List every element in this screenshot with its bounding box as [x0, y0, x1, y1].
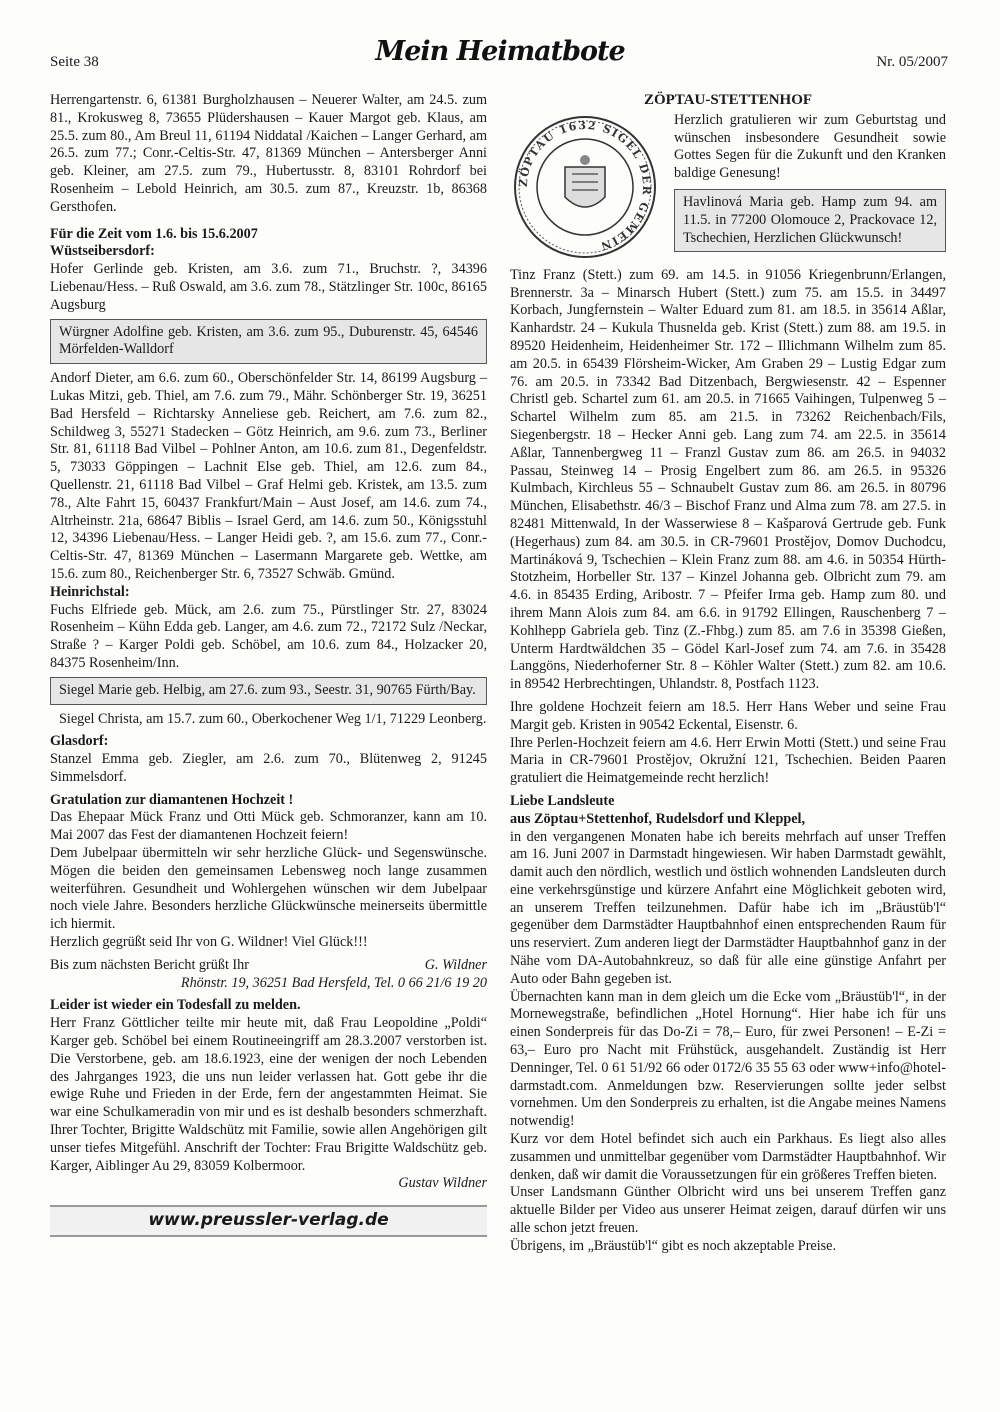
seal-inscription: ZÖPTAU 1632 SIGEL DER GEMEIN [516, 118, 654, 253]
obituary-signature: Gustav Wildner [398, 1175, 487, 1192]
birthday-entries: Tinz Franz (Stett.) zum 69. am 14.5. in 91056 Kriegenbrunn/Erlangen, Brennerstr. 3a – Minarsch Hubert (Stett.) zum 75. am 15.5. in 34497 Korbach, Jungfernstein – Walter Eduard zum 81. am 18.5. in 35614 Aßlar, Kanhardstr. 24 – Kukula Thusnelda geb. Krist (Stett.) zum 88. am 19.5. in 89520 Heidenheim, Heidenheimer Str. 172 – Illichmann Wilhelm zum 85. am 20.5. in 65439 Flörsheim-Wicker, Am Graben 29 – Lustig Edgar zum 76. am 20.5. in 73342 Bad Ditzenbach, Bergwiesenstr. 42 – Espenner Christl geb. Schartel zum 61. am 20.5. in 71665 Vaihingen, Tulpenweg 5 – Schartel Wilhelm zum 85. am 21.5. in 73262 Reichenbach/Fils, Siegenbergstr. 18 – Hecker Anni geb. Lang zum 74. am 22.5. in 35614 Aßlar, Tannenbergweg 11 – Franzl Gustav zum 86. am 26.5. in 94032 Passau, Steinweg 14 – Prosig Engelbert zum 86. am 26.5. in 95326 Kulmbach, Kirchleus 55 – Schnaubelt Gustav zum 86. am 26.5. in 80796 München, Elisabethstr. 46/3 – Bischof Franz und Alma zum 78. am 27.5. in 82481 Mittenwald, In der Wasserwiese 8 – Kašparová Gertrude geb. Funk (Hegerhaus) zum 84. am 30.5. in CR-79601 Prostějov, Domov Duchodcu, Martináková 9, Tschechien – Klein Franz zum 88. am 4.6. in 50354 Hürth-Stotzheim, Horbeller Str. 137 – Kinzel Johanna geb. Olbricht zum 79. am 4.6. in 85435 Erding, Aribostr. 7 – Pfeifer Irma geb. Hamp zum 80. und ihrem Mann Alois zum 84. am 6.6. in 91792 Ellingen, Rauschenberg 7 – Kohlhepp Gabriela geb. Tinz (Z.-Fhbg.) zum 85. am 7.6 in 35398 Gießen, Unterm Hardtwäldchen 35 – Gödel Karl-Josef zum 74. am 7.6. in 35428 Langgöns, Niederhoferner Str. 8 – Köhler Walter (Stett.) zum 82. am 10.6. in 89542 Herbrechtingen, Uhlandstr. 8, Postfach 1123. [510, 266, 946, 693]
section-heading-wuestseibersdorf: Wüstseibersdorf: [50, 243, 155, 260]
wedding-heading: Gratulation zur diamantenen Hochzeit ! [50, 791, 294, 808]
obituary-text: Herr Franz Göttlicher teilte mir heute mit, daß Frau Leopoldine „Poldi“ Karger geb. Schöbel bei einem Routineeingriff am 28.3.2007 verstorben ist. Die Verstorbene, geb. am 18.6.1923, eine der wenigen der noch Lebenden des Jahrganges 1923, die uns nun leider verlassen hat. Gott gebe ihr die ewige Ruhe und Frieden in der Erde, fern der angestammten Heimat. Sie war eine Schulkameradin von mir und es ist deshalb besonders schmerzhaft. Ihrer Tochter, Brigitte Waldschütz mit Familie, sowie allen Angehörigen gilt unser tiefes Mitgefühl. Anschrift der Tochter: Frau Brigitte Waldschütz geb. Karger, Aiblinger Au 29, 83059 Kolbermoor. [50, 1015, 487, 1174]
birthday-entries: Hofer Gerlinde geb. Kristen, am 3.6. zum 71., Bruchstr. ?, 34396 Liebenau/Hess. – Ruß Oswald, am 3.6. zum 78., Stätzlinger Str. 100c, 86165 Augsburg [50, 261, 487, 313]
page-number: Seite 38 [50, 54, 99, 70]
section-title-zoeptau: ZÖPTAU-STETTENHOF [643, 92, 813, 108]
letter-paragraph: Übrigens, im „Bräustüb'l“ gibt es noch akzeptable Preise. [510, 1237, 837, 1254]
golden-wedding-text: Ihre goldene Hochzeit feiern am 18.5. Herr Hans Weber und seine Frau Margit geb. Kristen in 90542 Eckental, Eisenstr. 6. [510, 698, 946, 733]
signature-address: Rhönstr. 19, 36251 Bad Hersfeld, Tel. 0 66 21/6 19 20 [180, 974, 487, 991]
letter-paragraph: in den vergangenen Monaten habe ich bereits mehrfach auf unser Treffen am 16. Juni 2007 in Darmstadt hingewiesen. Wir haben Darmstadt gewählt, damit auch den nördlich, westlich und östlich wohnenden Landsleuten durch eine verkehrsgünstige und kürzere Anfahrt eine Möglichkeit geboten wird, an unserem Treffen teilzunehmen. Dafür habe ich im „Bräustüb'l“ gegenüber dem Darmstädter Hauptbahnhof einen entsprechenden Raum für uns reserviert. Zum anderen liegt der Darmstädter Hauptbahnhof ganz in der Nähe vom DA-Autobahnkreuz, so daß für alle eine günstige Anfahrt per Auto oder Bahn gegeben ist. [510, 828, 946, 987]
birthday-entries: Andorf Dieter, am 6.6. zum 60., Oberschönfelder Str. 14, 86199 Augsburg – Lukas Mitzi, geb. Thiel, am 7.6. zum 79., Mähr. Schönberger Str. 19, 36251 Bad Hersfeld – Richtarsky Anneliese geb. Reichert, am 7.6. zum 82., Schildweg 3, 55271 Stadecken – Götz Heinrich, am 9.6. zum 73., Berliner Str. 81, 61118 Bad Vilbel – Pohlner Anton, am 10.6. zum 81., Degenfeldstr. 5, 73033 Göppingen – Lachnit Else geb. Thiel, am 12.6. zum 84., Quellenstr. 21, 61118 Bad Vilbel – Graf Helmi geb. Kristek, am 13.5. zum 78., Alte Fahrt 15, 60437 Frankfurt/Main – Aust Josef, am 14.6. zum 74., Altrheinstr. 21a, 68647 Biblis – Israel Gerd, am 14.6. zum 50., Königsstuhl 12, 34396 Liebenau/Hess. – Langer Heidi geb. ?, am 15.6. zum 77., Conr.-Celtis-Str. 47, 81369 München – Lasermann Margarete geb. Wettke, am 15.6. zum 80., Reichenberger Str. 6, 73527 Schwäb. Gmünd. [50, 370, 487, 582]
highlight-box [50, 677, 487, 705]
wedding-wishes: Dem Jubelpaar übermitteln wir sehr herzliche Glück- und Segenswünsche. Mögen die beiden den gemeinsamen Lebensweg noch lange zusammen weiterführen. Gesundheit und Wohlergehen wünschen wir dem Jubelpaar noch viele Jahre. Besonders herzliche Glückwünsche meinerseits übermittle ich hiermit. [50, 845, 487, 933]
letter-salutation: Liebe Landsleute [510, 792, 615, 809]
municipal-seal-icon [510, 112, 660, 262]
highlight-box-text: Siegel Marie geb. Helbig, am 27.6. zum 93., Seestr. 31, 90765 Fürth/Bay. [59, 681, 476, 698]
publisher-website-link[interactable]: www.preussler-verlag.de [50, 1205, 487, 1237]
birthday-entries: Fuchs Elfriede geb. Mück, am 2.6. zum 75., Pürstlinger Str. 27, 83024 Rosenheim – Kühn Edda geb. Langer, am 4.6. zum 72., 72172 Sulz /Neckar, Straße ? – Karger Poldi geb. Schöbel, am 10.6. zum 84., Holzacker 20, 84375 Rosenheim/Inn. [50, 601, 487, 671]
birthday-entries: Stanzel Emma geb. Ziegler, am 2.6. zum 70., Blütenweg 2, 91245 Simmelsdorf. [50, 751, 487, 785]
letter-salutation-sub: aus Zöptau+Stettenhof, Rudelsdorf und Kleppel, [510, 810, 806, 827]
letter-paragraph: Unser Landsmann Günther Olbricht wird uns bei unserem Treffen ganz aktuelle Bilder per Video aus unserer Heimat zeigen, darauf dürfen wir uns alle schon jetzt freuen. [510, 1184, 946, 1237]
highlight-box-text: Havlinová Maria geb. Hamp zum 94. am 11.5. in 77200 Olomouce 2, Prackovace 12, Tschechien, Herzlichen Glückwunsch! [683, 193, 937, 246]
left-column [50, 92, 487, 1237]
signature-name: G. Wildner [424, 956, 487, 973]
seal-side-text [660, 112, 946, 262]
pearl-wedding-text: Ihre Perlen-Hochzeit feiern am 4.6. Herr Erwin Motti (Stett.) und seine Frau Maria in CR-79601 Prostějov, Okružní 121, Tschechien. Beiden Paaren gratuliert die Heimatgemeinde recht herzlich! [510, 734, 946, 787]
issue-number: Nr. 05/2007 [876, 54, 948, 70]
letter-paragraph: Kurz vor dem Hotel befindet sich auch ein Parkhaus. Es liegt also alles zusammen und unmittelbar gegenüber vom Darmstädter Hauptbahnhof. Wir denken, daß wir damit die Voraussetzungen für ein größeres Treffen bieten. [510, 1131, 946, 1183]
birthday-entries: Siegel Christa, am 15.7. zum 60., Oberkochener Weg 1/1, 71229 Leonberg. [59, 710, 487, 727]
highlight-box [674, 189, 946, 252]
greeting-line: Herzlich gegrüßt seid Ihr von G. Wildner! Viel Glück!!! [50, 934, 368, 951]
letter-paragraph: Übernachten kann man in dem gleich um die Ecke vom „Bräustüb'l“, in der Mornewegstraße, befindlichen „Hotel Hornung“. Hier habe ich für uns einen Sonderpreis für das Do-Zi = 78,– Euro, für zwei Personen! – E-Zi = 63,– Euro pro Nacht mit Frühstück, ausgehandelt. Zuständig ist Herr Denninger, Tel. 0 61 51/92 66 oder 0172/6 35 55 63 oder www+info@hotel-darmstadt.com. Anmeldungen bzw. Reservierungen sollte jeder selbst vornehmen. Um den Sonderpreis zu erhalten, ist die Angabe meines Namens notwendig! [510, 988, 946, 1130]
highlight-box-text: Würgner Adolfine geb. Kristen, am 3.6. zum 95., Duburenstr. 45, 64546 Mörfelden-Walldorf [59, 323, 478, 358]
period-heading: Für die Zeit vom 1.6. bis 15.6.2007 [50, 225, 258, 242]
signature-intro: Bis zum nächsten Bericht grüßt Ihr [50, 956, 249, 973]
greeting-text: Herzlich gratulieren wir zum Geburtstag und wünschen insbesondere Gesundheit sowie Gottes Segen für die Zukunft und den Kranken baldige Genesung! [674, 111, 946, 182]
masthead-logo: Mein Heimatbote [375, 36, 625, 67]
obituary-heading: Leider ist wieder ein Todesfall zu melden. [50, 997, 301, 1014]
seal-area [510, 112, 946, 262]
highlight-box [50, 319, 487, 365]
wedding-text: Das Ehepaar Mück Franz und Otti Mück geb. Schmoranzer, kann am 10. Mai 2007 das Fest der diamantenen Hochzeit feiern! [50, 809, 487, 844]
right-column [510, 92, 946, 1256]
section-heading-glasdorf: Glasdorf: [50, 733, 109, 750]
birthday-list-continued: Herrengartenstr. 6, 61381 Burgholzhausen – Neuerer Walter, am 24.5. zum 81., Krokusweg 8, 73655 Plüdershausen – Kauer Margot geb. Klaus, am 25.5. zum 80., Am Breul 11, 61194 Niddatal /Kaichen – Langer Gerhard, am 26.5. zum 77.; Conr.-Celtis-Str. 47, 81369 München – Antersberger Anni geb. Kleiner, am 27.5. zum 79., Hubertusstr. 8, 83101 Rohrdorf bei Rosenheim – Lebold Heinrich, am 30.5. zum 87., Kreuzstr. 1b, 86368 Gersthofen. [50, 92, 487, 215]
section-heading-heinrichstal: Heinrichstal: [50, 583, 130, 600]
signature-block [50, 957, 487, 975]
